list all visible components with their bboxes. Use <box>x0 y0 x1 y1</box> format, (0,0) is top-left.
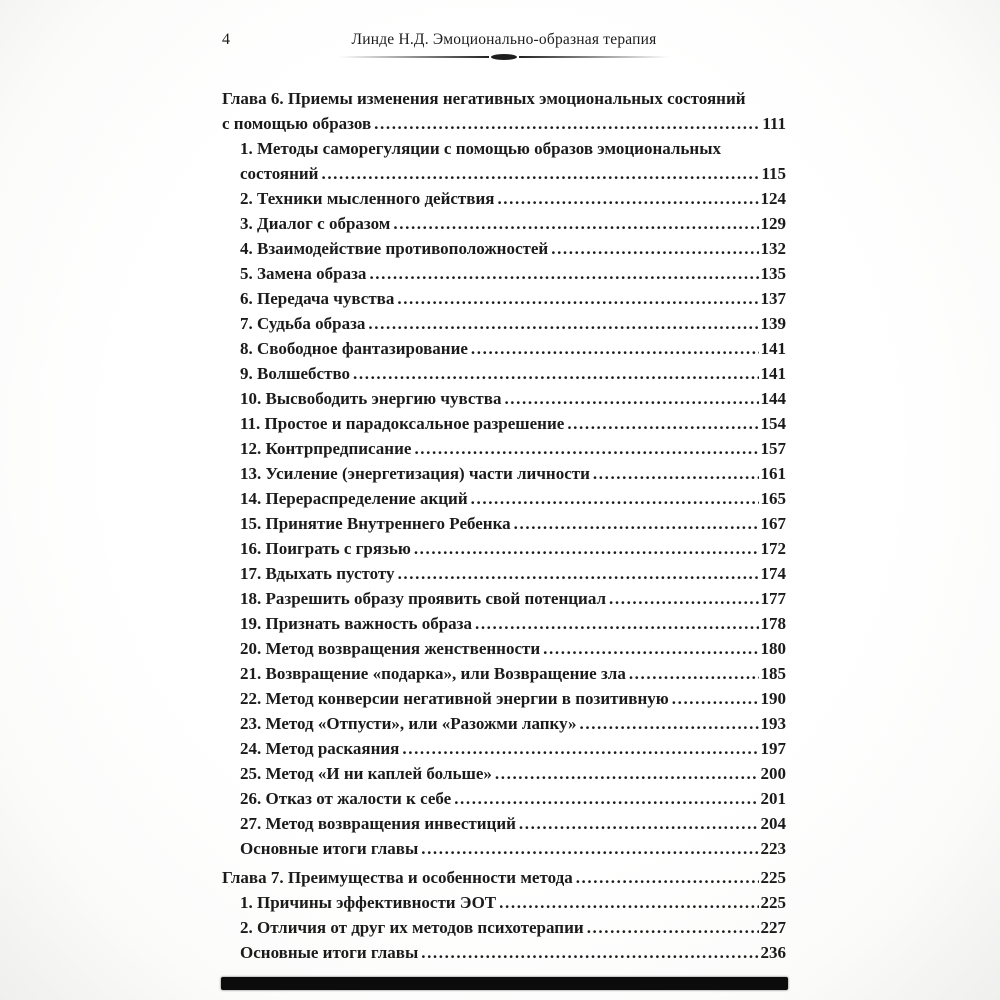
toc-entry-text: 10. Высвободить энергию чувства <box>240 389 502 408</box>
toc-entry-row <box>240 786 786 811</box>
dot-leader <box>593 461 759 486</box>
toc-entry <box>222 236 786 261</box>
toc-page-number: 111 <box>762 114 786 133</box>
toc-entry-text: 1. Причины эффективности ЭОТ <box>240 893 497 912</box>
toc-entry <box>222 890 786 915</box>
dot-leader <box>504 386 758 411</box>
toc-entry-text: 6. Передача чувства <box>240 289 395 308</box>
toc-page-number: 129 <box>760 214 786 233</box>
dot-leader <box>551 236 758 261</box>
toc-entry-text: 9. Волшебство <box>240 364 351 383</box>
toc-entry-row <box>240 686 786 711</box>
toc-page-number: 185 <box>760 664 786 683</box>
toc-entry-text: 17. Вдыхать пустоту <box>240 564 395 583</box>
toc-entry <box>222 686 786 711</box>
toc-entry-row <box>240 361 786 386</box>
toc-entry <box>222 186 786 211</box>
dot-leader <box>421 836 758 861</box>
toc-page-number: 165 <box>760 489 786 508</box>
toc-entry-row <box>240 461 786 486</box>
toc-entry-row <box>240 836 786 861</box>
dot-leader <box>629 661 759 686</box>
toc-entry <box>222 786 786 811</box>
divider-line-right <box>519 56 669 58</box>
dot-leader <box>519 811 759 836</box>
toc-entry-text: 18. Разрешить образу проявить свой потенциал <box>240 589 607 608</box>
toc-entry <box>222 736 786 761</box>
toc-page-number: 225 <box>760 893 786 912</box>
toc-page-number: 154 <box>760 414 786 433</box>
dot-leader <box>497 186 758 211</box>
dot-leader <box>393 211 758 236</box>
scan-artifact-bar <box>221 977 788 990</box>
dot-leader <box>374 111 760 136</box>
dot-leader <box>454 786 758 811</box>
toc-entry-text: 21. Возвращение «подарка», или Возвращение зла <box>240 664 626 683</box>
toc-page-number: 201 <box>760 789 786 808</box>
toc-entry-row <box>240 811 786 836</box>
toc-entry-text: состояний <box>240 164 319 183</box>
toc-entry <box>222 286 786 311</box>
dot-leader <box>397 286 758 311</box>
dot-leader <box>471 336 759 361</box>
toc-entry <box>222 461 786 486</box>
toc-entry-row <box>240 436 786 461</box>
toc-entry-text: 3. Диалог с образом <box>240 214 391 233</box>
toc-entry-text: 26. Отказ от жалости к себе <box>240 789 452 808</box>
toc-entry-text: Глава 6. Приемы изменения негативных эмоциональных состояний <box>222 89 746 108</box>
toc-entry-text: 7. Судьба образа <box>240 314 366 333</box>
toc-page-number: 197 <box>760 739 786 758</box>
toc-entry-row <box>240 940 786 965</box>
toc-entry <box>222 136 786 186</box>
toc-page-number: 132 <box>760 239 786 258</box>
toc-entry-text: 4. Взаимодействие противоположностей <box>240 239 549 258</box>
dot-leader <box>576 865 759 890</box>
toc-entry-row <box>240 311 786 336</box>
toc-entry-row <box>240 211 786 236</box>
toc-entry-row <box>222 865 786 890</box>
toc-page-number: 177 <box>760 589 786 608</box>
toc-entry-text: Глава 7. Преимущества и особенности метода <box>222 868 573 887</box>
toc-page-number: 137 <box>760 289 786 308</box>
toc-entry-row <box>240 261 786 286</box>
toc-entry <box>222 511 786 536</box>
dot-leader <box>398 561 759 586</box>
toc-entry-row <box>240 636 786 661</box>
toc-page-number: 178 <box>760 614 786 633</box>
toc-entry-text: 5. Замена образа <box>240 264 367 283</box>
toc-entry <box>222 711 786 736</box>
dot-leader <box>587 915 759 940</box>
toc-entry-row <box>240 561 786 586</box>
toc-page-number: 157 <box>760 439 786 458</box>
dot-leader <box>499 890 758 915</box>
dot-leader <box>543 636 758 661</box>
toc-entry <box>222 940 786 965</box>
toc-entry <box>222 761 786 786</box>
dot-leader <box>514 511 759 536</box>
toc-entry-text: 13. Усиление (энергетизация) части личности <box>240 464 590 483</box>
toc-entry-row <box>240 586 786 611</box>
toc-entry-text: с помощью образов <box>222 114 372 133</box>
toc-entry-row <box>240 711 786 736</box>
toc-page-number: 193 <box>760 714 786 733</box>
toc-entry <box>222 915 786 940</box>
dot-leader <box>471 486 759 511</box>
toc-entry-row <box>240 511 786 536</box>
book-page <box>222 30 786 965</box>
toc-entry-text: 27. Метод возвращения инвестиций <box>240 814 516 833</box>
running-title: Линде Н.Д. Эмоционально-образная терапия <box>351 31 657 48</box>
toc-entry-text: 20. Метод возвращения женственности <box>240 639 541 658</box>
page-number: 4 <box>222 31 230 48</box>
toc-entry-text: 24. Метод раскаяния <box>240 739 400 758</box>
toc-entry-text: 2. Отличия от друг их методов психотерапии <box>240 918 584 937</box>
toc-page-number: 225 <box>760 868 786 887</box>
dot-leader <box>368 311 758 336</box>
dot-leader <box>414 536 759 561</box>
toc-entry-text: 25. Метод «И ни каплей больше» <box>240 764 492 783</box>
toc-entry-row <box>240 536 786 561</box>
toc-entry-row <box>240 611 786 636</box>
toc-entry-row <box>240 915 786 940</box>
toc-entry-text: 1. Методы саморегуляции с помощью образов эмоциональных <box>240 139 721 158</box>
toc-page-number: 190 <box>760 689 786 708</box>
toc-entry <box>222 486 786 511</box>
toc-page-number: 172 <box>760 539 786 558</box>
toc-entry <box>222 211 786 236</box>
toc-page-number: 124 <box>760 189 786 208</box>
toc-entry-text: 2. Техники мысленного действия <box>240 189 495 208</box>
toc-entry-text: Основные итоги главы <box>240 839 419 858</box>
toc-entry-row <box>240 661 786 686</box>
toc-entry-text: 12. Контрпредписание <box>240 439 412 458</box>
toc-entry-row <box>240 761 786 786</box>
dot-leader <box>609 586 758 611</box>
toc-entry <box>222 311 786 336</box>
toc-entry <box>222 561 786 586</box>
toc-entry <box>222 361 786 386</box>
toc-entry <box>222 661 786 686</box>
header-divider <box>339 52 669 62</box>
dot-leader <box>475 611 759 636</box>
dot-leader <box>369 261 758 286</box>
toc-entry-row <box>240 286 786 311</box>
dot-leader <box>414 436 758 461</box>
page-header <box>222 30 786 50</box>
toc-page-number: 180 <box>760 639 786 658</box>
table-of-contents <box>222 86 786 965</box>
dot-leader <box>567 411 758 436</box>
dot-leader <box>580 711 759 736</box>
toc-entry <box>222 386 786 411</box>
toc-entry-row <box>240 486 786 511</box>
toc-page-number: 227 <box>760 918 786 937</box>
toc-entry-row <box>240 236 786 261</box>
dot-leader <box>495 761 759 786</box>
toc-entry-text: 11. Простое и парадоксальное разрешение <box>240 414 565 433</box>
toc-page-number: 161 <box>760 464 786 483</box>
toc-page-number: 139 <box>760 314 786 333</box>
toc-entry <box>222 836 786 861</box>
toc-entry <box>222 636 786 661</box>
toc-entry <box>222 261 786 286</box>
toc-page-number: 141 <box>760 339 786 358</box>
toc-entry-text: 19. Признать важность образа <box>240 614 472 633</box>
toc-chapter-entry <box>222 86 786 136</box>
toc-entry-text: 16. Поиграть с грязью <box>240 539 411 558</box>
toc-entry-row <box>240 736 786 761</box>
toc-page-number: 167 <box>760 514 786 533</box>
toc-entry <box>222 336 786 361</box>
toc-entry-row <box>240 411 786 436</box>
toc-entry <box>222 411 786 436</box>
toc-entry-row <box>240 386 786 411</box>
dot-leader <box>402 736 758 761</box>
toc-page-number: 204 <box>760 814 786 833</box>
toc-entry <box>222 586 786 611</box>
toc-entry <box>222 436 786 461</box>
toc-entry <box>222 811 786 836</box>
toc-page-number: 236 <box>760 943 786 962</box>
toc-entry <box>222 536 786 561</box>
toc-page-number: 223 <box>760 839 786 858</box>
toc-entry-text: 22. Метод конверсии негативной энергии в позитивную <box>240 689 669 708</box>
toc-entry-text: 8. Свободное фантазирование <box>240 339 468 358</box>
toc-page-number: 174 <box>760 564 786 583</box>
toc-entry-text: Основные итоги главы <box>240 943 419 962</box>
toc-entry-row <box>240 186 786 211</box>
toc-chapter-entry <box>222 865 786 890</box>
toc-page-number: 115 <box>761 164 786 183</box>
toc-page-number: 135 <box>760 264 786 283</box>
toc-entry-row <box>240 161 786 186</box>
toc-entry-row <box>240 890 786 915</box>
dot-leader <box>353 361 758 386</box>
toc-entry-text: 14. Перераспределение акций <box>240 489 468 508</box>
toc-entry-row <box>240 336 786 361</box>
toc-page-number: 141 <box>760 364 786 383</box>
divider-line-left <box>339 56 489 58</box>
toc-entry-row <box>222 111 786 136</box>
dot-leader <box>672 686 759 711</box>
dot-leader <box>421 940 758 965</box>
dot-leader <box>321 161 759 186</box>
divider-ornament <box>491 54 517 60</box>
toc-entry-text: 15. Принятие Внутреннего Ребенка <box>240 514 511 533</box>
toc-page-number: 200 <box>760 764 786 783</box>
toc-page-number: 144 <box>760 389 786 408</box>
toc-entry-text: 23. Метод «Отпусти», или «Разожми лапку» <box>240 714 577 733</box>
toc-entry <box>222 611 786 636</box>
